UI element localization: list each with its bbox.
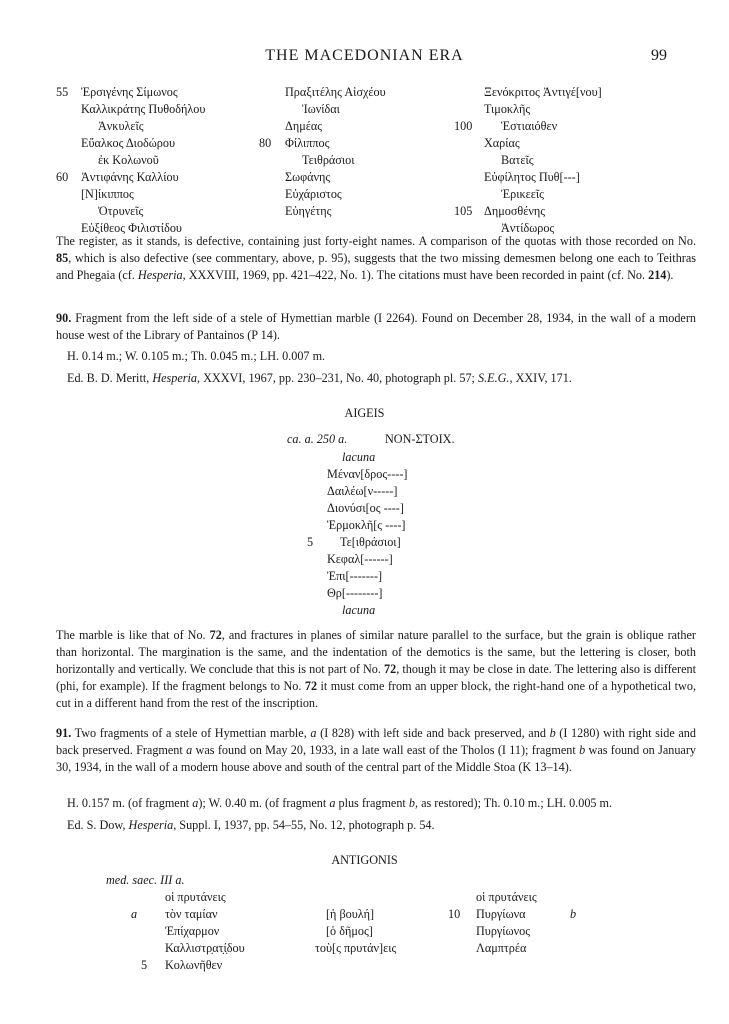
name-entry: Δημοσθένης	[484, 204, 546, 218]
journal-title: Hesperia	[128, 818, 174, 832]
commentary-paragraph-85	[56, 233, 696, 284]
text-run: Fragment from the left side of a stele of Hymettian marble (I 2264). Found on December 28, 1934, in the wall of a modern house west of the Library of Pantainos (P 14).	[56, 311, 696, 342]
text-run: , which is also defective (see commentary, above, p. 95), suggests that the two missing demesmen belong one each to Teithras and Phegaia (cf.	[56, 251, 696, 282]
name-entry: Καλλικράτης Πυθοδήλου	[81, 102, 206, 116]
line-number: 5	[307, 535, 314, 549]
inscription-date	[106, 872, 185, 889]
lacuna-text: lacuna	[342, 450, 376, 464]
text-run: , XXXVIII, 1969, pp. 421–422, No. 1). The citations must have been recorded in paint (cf. No.	[182, 268, 649, 282]
fragment-label: b	[579, 743, 586, 757]
inscription-line: Πυργίωνα	[476, 907, 526, 921]
date-text: med. saec. III a.	[106, 873, 185, 887]
text-run: ).	[666, 268, 674, 282]
text-run: was found on May 20, 1933, in a late wall east of the Tholos (I 11); fragment	[192, 743, 580, 757]
text-run: , though it may be close in date. The lettering also is different (phi, for example). If the fragment belongs to No.	[56, 662, 697, 693]
inscription-line: [ὁ δῆμος]	[326, 924, 373, 938]
name-entry: Εὐχάριστος	[285, 187, 342, 201]
line-number: 100	[454, 119, 473, 133]
demotic-entry: Ἀνκυλεῖς	[98, 119, 144, 133]
text-run: was found on January 30, 1934, in the wall of a modern house above and south of the central part of the Middle Stoa (K 13–14).	[56, 743, 696, 774]
item-91-edition	[67, 817, 687, 834]
lacuna-marker	[342, 449, 375, 466]
name-entry: Εὔαλκος Διοδώρου	[81, 136, 176, 150]
inscription-line: Ἐπι[-------]	[327, 569, 383, 583]
inscription-line: Διονύσι[ος ----]	[327, 501, 404, 515]
fragment-label: b	[570, 907, 577, 921]
inscription-ref: 72	[209, 628, 222, 642]
line-number: 55	[56, 85, 69, 99]
inscription-line: Λαμπτρέα	[476, 941, 527, 955]
item-90-description	[56, 310, 696, 344]
line-number: 105	[454, 204, 473, 218]
inscription-ref: 72	[384, 662, 397, 676]
journal-title: Hesperia	[137, 268, 183, 282]
inscription-line: τὸν ταμίαν	[165, 907, 218, 921]
name-entry: Τιμοκλῆς	[484, 102, 531, 116]
demotic-entry: Τειθράσιοι	[302, 153, 355, 167]
inscription-line: Πυργίωνος	[476, 924, 531, 938]
fragment-a-label	[131, 906, 137, 923]
item-90-edition	[67, 370, 687, 387]
text-run: H. 0.157 m. (of fragment	[67, 796, 193, 810]
name-entry: Εὐξίθεος Φιλιστίδου	[81, 221, 182, 235]
name-entry: [Ν]ίκιππος	[81, 187, 134, 201]
inscription-line: Κολωνῆθεν	[165, 958, 223, 972]
name-entry: Εὐφίλητος Πυθ[---]	[484, 170, 580, 184]
fragment-b-label	[570, 906, 576, 923]
inscription-line: Θρ[--------]	[327, 586, 383, 600]
name-entry: Ἐρσιγένης Σίμωνος	[81, 85, 178, 99]
demotic-entry: Βατεῖς	[501, 153, 534, 167]
inscription-line: Κεφαλ[------]	[327, 552, 393, 566]
running-header-title: THE MACEDONIAN ERA	[265, 47, 464, 64]
tribe-heading-antigonis: ANTIGONIS	[331, 853, 398, 867]
inscription-line: Μέναν[δρος----]	[327, 467, 408, 481]
inscription-ref: 85	[56, 251, 69, 265]
text-run: , XXXVI, 1967, pp. 230–231, No. 40, photograph pl. 57;	[197, 371, 478, 385]
text-run: The register, as it stands, is defective, containing just forty-eight names. A comparison of the quotas with those recorded on No.	[56, 234, 696, 248]
stoichedon-note: NON-ΣΤΟΙΧ.	[385, 432, 455, 446]
fragment-label: a	[192, 796, 199, 810]
text-run: it must come from an upper block, the right-hand one of a hypothetical two, cut in a different hand from the rest of the inscription.	[56, 679, 697, 710]
name-entry: Δημέας	[285, 119, 323, 133]
item-number: 91.	[56, 726, 72, 740]
inscription-line: οἱ πρυτάνεις	[165, 890, 226, 904]
fragment-label: b	[549, 726, 556, 740]
text-run: Ed. S. Dow,	[67, 818, 129, 832]
inscription-date	[287, 431, 347, 448]
inscription-line: Δαιλέω[ν-----]	[327, 484, 398, 498]
line-number: 5	[141, 958, 148, 972]
line-number: 60	[56, 170, 69, 184]
demotic-entry: Ἰωνίδαι	[302, 102, 340, 116]
fragment-label: a	[329, 796, 336, 810]
lacuna-marker	[342, 602, 375, 619]
inscription-line: τοὺ[ς πρυτάν]εις	[315, 941, 397, 955]
line-number: 80	[259, 136, 272, 150]
demotic-entry: Ἑστιαιόθεν	[501, 119, 558, 133]
commentary-paragraph-90	[56, 627, 696, 712]
page-number: 99	[651, 47, 667, 64]
name-entry: Σωφάνης	[285, 170, 331, 184]
name-entry: Χαρίας	[484, 136, 520, 150]
line-number: 10	[448, 907, 461, 921]
name-entry: Ξενόκριτος Ἀντιγέ[νου]	[484, 85, 602, 99]
inscription-ref: 214	[648, 268, 667, 282]
text-run: , Suppl. I, 1937, pp. 54–55, No. 12, photograph p. 54.	[173, 818, 435, 832]
date-text: ca. a. 250 a.	[287, 432, 348, 446]
inscription-line: Καλλιστρ̣ατ̣ί̣δου	[165, 941, 245, 955]
name-entry: Φίλιππος	[285, 136, 330, 150]
text-run: plus fragment	[335, 796, 409, 810]
inscription-line: Ἐπίχαρμον	[165, 924, 220, 938]
inscription-line: οἱ πρυτάνεις	[476, 890, 537, 904]
text-run: , as restored); Th. 0.10 m.; LH. 0.005 m.	[414, 796, 613, 810]
demotic-entry: Ἀντίδωρος	[501, 221, 555, 235]
fragment-label: a	[131, 907, 138, 921]
fragment-label: a	[310, 726, 317, 740]
name-entry: Εὐηγέτης	[285, 204, 332, 218]
item-91-description	[56, 725, 696, 776]
text-run: (I 828) with left side and back preserved, and	[316, 726, 550, 740]
journal-title: S.E.G.	[477, 371, 510, 385]
inscription-line: [ἡ βουλή]	[326, 907, 375, 921]
fragment-label: b	[408, 796, 415, 810]
text-run: Two fragments of a stele of Hymettian marble,	[71, 726, 311, 740]
tribe-heading-aigeis: AIGEIS	[344, 406, 385, 420]
inscription-ref: 72	[304, 679, 318, 693]
lacuna-text: lacuna	[342, 603, 376, 617]
text-run: Ed. B. D. Meritt,	[67, 371, 153, 385]
text-run: , and fractures in planes of similar nature parallel to the surface, but the grain is oblique rather than horizontal. The margination is the same, and the indentation of the demotics is the same, but the lettering is closer, both horizontally and vertically. We conclude that this is not part of No.	[56, 628, 696, 676]
inscription-line: Ἑρμοκλῆ[ς ----]	[327, 518, 406, 532]
text-run: (I 1280) with right side and back preserved. Fragment	[56, 726, 696, 757]
item-number: 90.	[56, 311, 72, 325]
text-run: ); W. 0.40 m. (of fragment	[198, 796, 330, 810]
text-run: The marble is like that of No.	[56, 628, 210, 642]
journal-title: Hesperia	[152, 371, 197, 385]
text-run: , XXIV, 171.	[509, 371, 572, 385]
demotic-entry: ἐκ Κολωνοῦ	[98, 153, 159, 167]
demotic-entry: Ὀτρυνεῖς	[98, 204, 144, 218]
demotic-entry: Ἐρικεεῖς	[501, 187, 544, 201]
inscription-line: Τε[ιθράσιοι]	[340, 535, 401, 549]
item-91-dimensions	[67, 795, 697, 812]
name-entry: Πραξιτέλης Αἰσχέου	[285, 85, 386, 99]
item-90-dimensions: H. 0.14 m.; W. 0.105 m.; Th. 0.045 m.; LH. 0.007 m.	[67, 349, 326, 363]
fragment-label: a	[186, 743, 193, 757]
name-entry: Ἀντιφάνης Καλλίου	[81, 170, 179, 184]
